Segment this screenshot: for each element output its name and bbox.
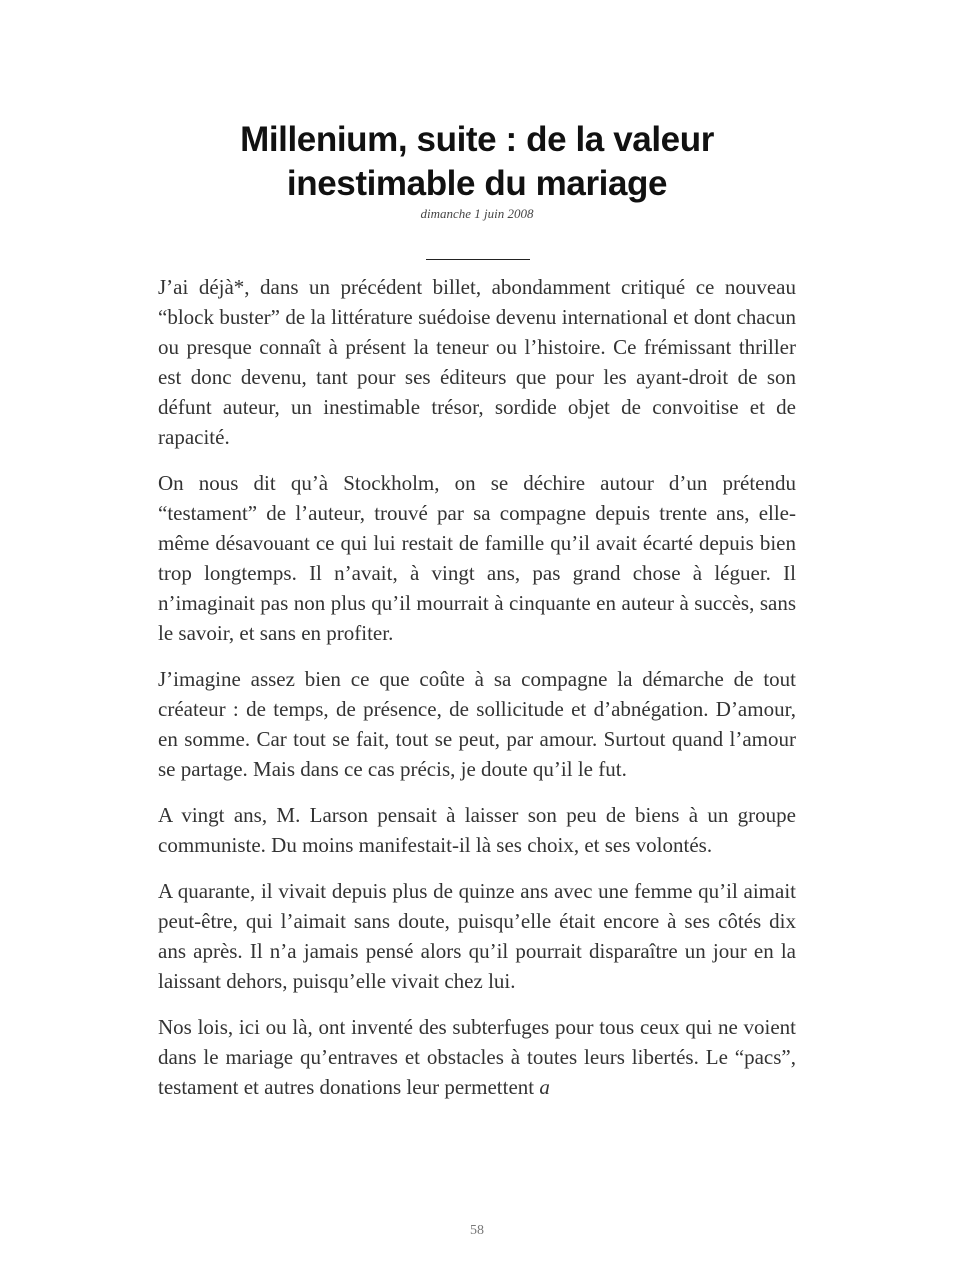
paragraph-3: J’imagine assez bien ce que coûte à sa compagne la démarche de tout créateur : de temps, de présence, de sollicitude et d’abnégation. D’amour, en somme. Car tout se fait, tout se peut, par amour. Surtout quand l’amour se partage. Mais dans ce cas précis, je doute qu’il le fut. [158,667,796,781]
title-separator [426,259,530,260]
paragraph-6-italic: a [539,1075,550,1099]
paragraph-2: On nous dit qu’à Stockholm, on se déchire autour d’un prétendu “testament” de l’auteur, trouvé par sa compagne depuis trente ans, elle-même désavouant ce qui lui restait de famille qu’il avait écarté depuis bien trop longtemps. Il n’avait, à vingt ans, pas grand chose à léguer. Il n’imaginait pas non plus qu’il mourrait à cinquante en auteur à succès, sans le savoir, et sans en profiter. [158,471,796,645]
paragraph-1: J’ai déjà*, dans un précédent billet, abondamment critiqué ce nouveau “block buster” de la littérature suédoise devenu international et dont chacun ou presque connaît à présent la teneur ou l’histoire. Ce frémissant thriller est donc devenu, tant pour ses éditeurs que pour les ayant-droit de son défunt auteur, un inestimable trésor, sordide objet de convoitise et de rapacité. [158,275,796,449]
article-body [158,272,796,1118]
article-date: dimanche 1 juin 2008 [420,206,534,221]
paragraph-4: A vingt ans, M. Larson pensait à laisser son peu de biens à un groupe communiste. Du moins manifestait-il là ses choix, et ses volontés. [158,803,796,857]
page-number: 58 [470,1223,484,1238]
paragraph-5: A quarante, il vivait depuis plus de quinze ans avec une femme qu’il aimait peut-être, qui l’aimait sans doute, puisqu’elle était encore à ses côtés dix ans après. Il n’a jamais pensé alors qu’il pourrait disparaître un jour en la laissant dehors, puisqu’elle vivait chez lui. [158,879,796,993]
article-title-line-1: Millenium, suite : de la valeur [240,120,714,159]
article-title-line-2: inestimable du mariage [286,164,668,203]
paragraph-6-text: Nos lois, ici ou là, ont inventé des subterfuges pour tous ceux qui ne voient dans le mariage qu’entraves et obstacles à toutes leurs libertés. Le “pacs”, testament et autres donations leur permettent [158,1015,796,1099]
paragraph-6 [158,1012,796,1102]
article-title [160,118,794,206]
